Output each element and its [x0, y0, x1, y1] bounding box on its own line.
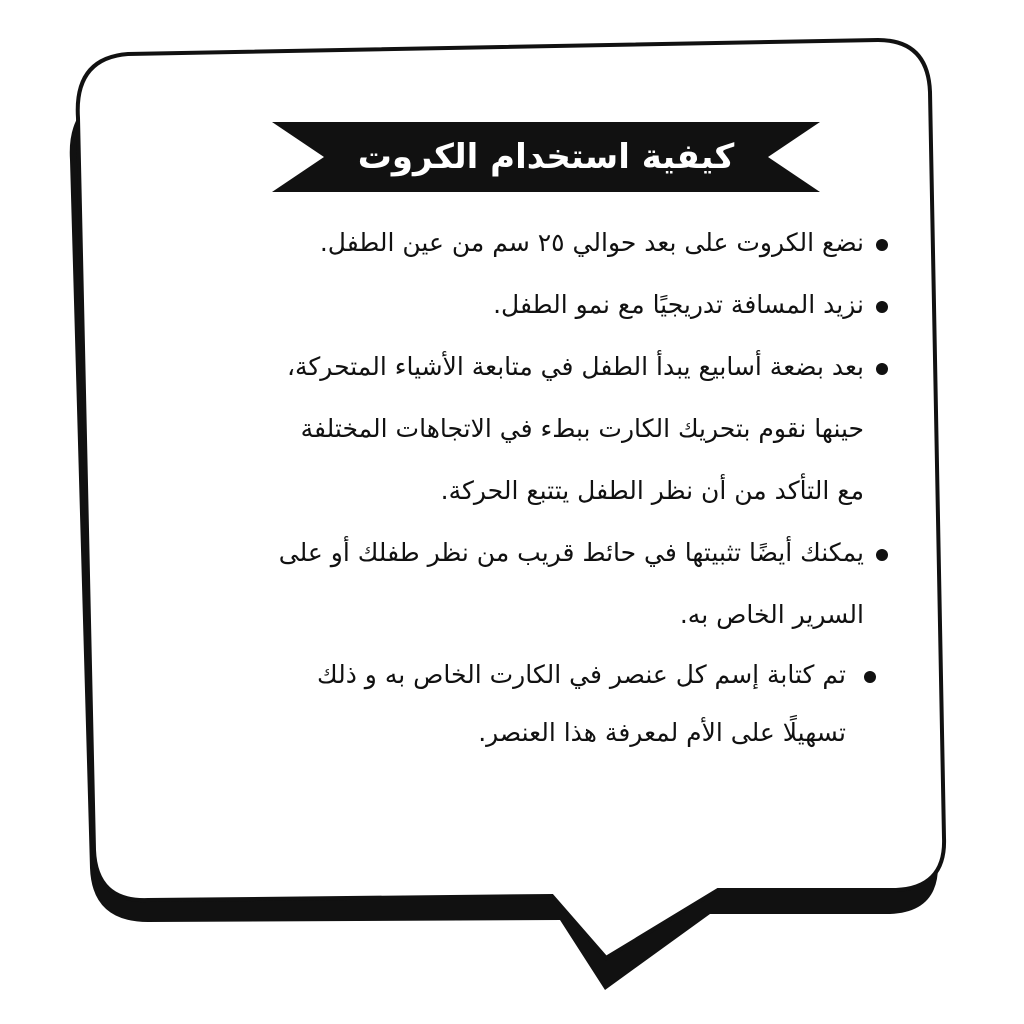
- list-item: [150, 274, 888, 336]
- bullet-dot: [876, 549, 888, 561]
- list-item-text: تسهيلًا على الأم لمعرفة هذا العنصر.: [478, 718, 846, 747]
- instructions-list: [150, 212, 888, 762]
- list-item: [150, 646, 888, 762]
- bullet-dot: [864, 671, 876, 683]
- bullet-dot: [876, 239, 888, 251]
- bullet-dot: [876, 301, 888, 313]
- list-item-text: مع التأكد من أن نظر الطفل يتتبع الحركة.: [440, 476, 864, 505]
- list-item-text: السرير الخاص به.: [679, 600, 864, 629]
- list-item-text: حينها نقوم بتحريك الكارت ببطء في الاتجاهات المختلفة: [300, 414, 864, 443]
- list-item: [150, 522, 888, 646]
- list-item-text: نزيد المسافة تدريجيًا مع نمو الطفل.: [493, 290, 864, 319]
- list-item: [150, 336, 888, 522]
- list-item: [150, 212, 888, 274]
- list-item-text: بعد بضعة أسابيع يبدأ الطفل في متابعة الأشياء المتحركة،: [286, 352, 864, 381]
- bullet-dot: [876, 363, 888, 375]
- list-item-text: تم كتابة إسم كل عنصر في الكارت الخاص به و ذلك: [317, 660, 846, 689]
- list-item-text: نضع الكروت على بعد حوالي ٢٥ سم من عين الطفل.: [319, 228, 864, 257]
- list-item-text: يمكنك أيضًا تثبيتها في حائط قريب من نظر طفلك أو على: [278, 538, 864, 567]
- page-title: كيفية استخدام الكروت: [357, 137, 735, 177]
